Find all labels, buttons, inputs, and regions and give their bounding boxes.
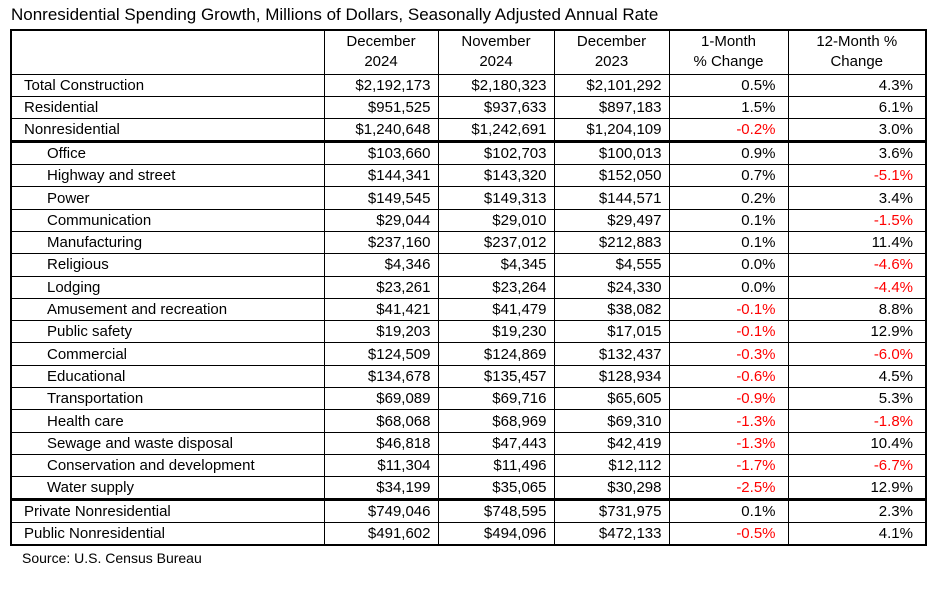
value-cell: $2,180,323 (438, 74, 554, 96)
pct-1month-cell: -1.3% (669, 410, 788, 432)
row-label: Private Nonresidential (11, 500, 324, 523)
value-cell: $19,203 (324, 321, 438, 343)
value-cell: $11,304 (324, 454, 438, 476)
row-label: Sewage and waste disposal (11, 432, 324, 454)
pct-1month-cell: -0.1% (669, 321, 788, 343)
value-cell: $494,096 (438, 523, 554, 546)
table-row (11, 454, 926, 476)
value-cell: $11,496 (438, 454, 554, 476)
value-cell: $132,437 (554, 343, 669, 365)
value-cell: $38,082 (554, 298, 669, 320)
table-row (11, 74, 926, 96)
pct-1month-cell: -0.6% (669, 365, 788, 387)
pct-1month-cell: -0.9% (669, 388, 788, 410)
header-row-label (11, 30, 324, 74)
value-cell: $2,101,292 (554, 74, 669, 96)
table-row (11, 187, 926, 209)
spending-table (10, 29, 927, 546)
value-cell: $897,183 (554, 96, 669, 118)
value-cell: $35,065 (438, 477, 554, 500)
value-cell: $69,089 (324, 388, 438, 410)
pct-12month-cell: -4.4% (788, 276, 926, 298)
value-cell: $100,013 (554, 142, 669, 165)
value-cell: $143,320 (438, 165, 554, 187)
header-november-2024 (438, 30, 554, 74)
row-label: Lodging (11, 276, 324, 298)
table-row (11, 165, 926, 187)
value-cell: $134,678 (324, 365, 438, 387)
value-cell: $149,545 (324, 187, 438, 209)
pct-12month-cell: 10.4% (788, 432, 926, 454)
row-label: Water supply (11, 477, 324, 500)
table-row (11, 142, 926, 165)
pct-12month-cell: 6.1% (788, 96, 926, 118)
pct-1month-cell: 0.1% (669, 500, 788, 523)
pct-12month-cell: 12.9% (788, 477, 926, 500)
value-cell: $23,261 (324, 276, 438, 298)
value-cell: $30,298 (554, 477, 669, 500)
row-label: Highway and street (11, 165, 324, 187)
pct-1month-cell: -0.1% (669, 298, 788, 320)
row-label: Public safety (11, 321, 324, 343)
value-cell: $41,421 (324, 298, 438, 320)
row-label: Residential (11, 96, 324, 118)
pct-1month-cell: -0.2% (669, 119, 788, 142)
row-label: Nonresidential (11, 119, 324, 142)
pct-12month-cell: 8.8% (788, 298, 926, 320)
pct-12month-cell: 4.1% (788, 523, 926, 546)
header-1-month-change (669, 30, 788, 74)
value-cell: $68,969 (438, 410, 554, 432)
value-cell: $937,633 (438, 96, 554, 118)
table-row (11, 477, 926, 500)
value-cell: $731,975 (554, 500, 669, 523)
header-line: 1-Month (700, 33, 757, 51)
value-cell: $2,192,173 (324, 74, 438, 96)
header-line: December (346, 33, 416, 51)
header-line: 12-Month % (816, 33, 898, 51)
pct-12month-cell: -5.1% (788, 165, 926, 187)
pct-12month-cell: 4.5% (788, 365, 926, 387)
row-label: Transportation (11, 388, 324, 410)
pct-12month-cell: 3.6% (788, 142, 926, 165)
pct-1month-cell: 0.1% (669, 209, 788, 231)
table-row (11, 254, 926, 276)
value-cell: $65,605 (554, 388, 669, 410)
table-row (11, 276, 926, 298)
pct-1month-cell: -0.5% (669, 523, 788, 546)
row-label: Educational (11, 365, 324, 387)
value-cell: $29,044 (324, 209, 438, 231)
pct-1month-cell: -1.3% (669, 432, 788, 454)
row-label: Office (11, 142, 324, 165)
value-cell: $135,457 (438, 365, 554, 387)
table-row (11, 96, 926, 118)
value-cell: $212,883 (554, 231, 669, 253)
pct-12month-cell: -4.6% (788, 254, 926, 276)
value-cell: $1,240,648 (324, 119, 438, 142)
header-december-2023 (554, 30, 669, 74)
value-cell: $46,818 (324, 432, 438, 454)
table-row (11, 500, 926, 523)
pct-1month-cell: 0.0% (669, 276, 788, 298)
table-row (11, 365, 926, 387)
value-cell: $472,133 (554, 523, 669, 546)
pct-12month-cell: -1.5% (788, 209, 926, 231)
table-row (11, 321, 926, 343)
header-12-month-change (788, 30, 926, 74)
header-line: % Change (693, 53, 764, 71)
table-body (11, 74, 926, 545)
table-row (11, 432, 926, 454)
row-label: Amusement and recreation (11, 298, 324, 320)
pct-12month-cell: 5.3% (788, 388, 926, 410)
row-label: Power (11, 187, 324, 209)
value-cell: $149,313 (438, 187, 554, 209)
table-header (11, 30, 926, 74)
pct-1month-cell: -2.5% (669, 477, 788, 500)
value-cell: $34,199 (324, 477, 438, 500)
header-row (11, 30, 926, 74)
table-row (11, 298, 926, 320)
value-cell: $144,341 (324, 165, 438, 187)
page-title: Nonresidential Spending Growth, Millions of Dollars, Seasonally Adjusted Annual Rate (11, 5, 659, 24)
value-cell: $4,345 (438, 254, 554, 276)
value-cell: $1,204,109 (554, 119, 669, 142)
value-cell: $23,264 (438, 276, 554, 298)
pct-12month-cell: 3.0% (788, 119, 926, 142)
pct-1month-cell: 0.2% (669, 187, 788, 209)
row-label: Communication (11, 209, 324, 231)
header-december-2024 (324, 30, 438, 74)
value-cell: $491,602 (324, 523, 438, 546)
header-line: 2023 (594, 53, 629, 71)
row-label: Public Nonresidential (11, 523, 324, 546)
pct-1month-cell: 0.5% (669, 74, 788, 96)
value-cell: $124,509 (324, 343, 438, 365)
table-row (11, 388, 926, 410)
value-cell: $128,934 (554, 365, 669, 387)
value-cell: $152,050 (554, 165, 669, 187)
row-label: Total Construction (11, 74, 324, 96)
pct-12month-cell: 11.4% (788, 231, 926, 253)
header-line: November (461, 33, 531, 51)
table-row (11, 523, 926, 546)
pct-1month-cell: 0.9% (669, 142, 788, 165)
row-label: Manufacturing (11, 231, 324, 253)
value-cell: $42,419 (554, 432, 669, 454)
value-cell: $749,046 (324, 500, 438, 523)
pct-1month-cell: 0.1% (669, 231, 788, 253)
value-cell: $69,716 (438, 388, 554, 410)
pct-1month-cell: 0.7% (669, 165, 788, 187)
value-cell: $69,310 (554, 410, 669, 432)
value-cell: $24,330 (554, 276, 669, 298)
pct-12month-cell: 12.9% (788, 321, 926, 343)
value-cell: $47,443 (438, 432, 554, 454)
pct-1month-cell: -0.3% (669, 343, 788, 365)
value-cell: $237,012 (438, 231, 554, 253)
value-cell: $12,112 (554, 454, 669, 476)
pct-1month-cell: 1.5% (669, 96, 788, 118)
header-line: Change (830, 53, 884, 71)
source-note: Source: U.S. Census Bureau (22, 550, 202, 567)
pct-12month-cell: -6.7% (788, 454, 926, 476)
header-line: 2024 (479, 53, 513, 71)
pct-12month-cell: 3.4% (788, 187, 926, 209)
table-row (11, 119, 926, 142)
row-label: Health care (11, 410, 324, 432)
pct-12month-cell: -1.8% (788, 410, 926, 432)
value-cell: $102,703 (438, 142, 554, 165)
value-cell: $29,497 (554, 209, 669, 231)
table-row (11, 410, 926, 432)
pct-1month-cell: 0.0% (669, 254, 788, 276)
value-cell: $29,010 (438, 209, 554, 231)
table-row (11, 209, 926, 231)
value-cell: $103,660 (324, 142, 438, 165)
header-line: December (576, 33, 647, 51)
value-cell: $17,015 (554, 321, 669, 343)
row-label: Commercial (11, 343, 324, 365)
pct-12month-cell: -6.0% (788, 343, 926, 365)
value-cell: $748,595 (438, 500, 554, 523)
value-cell: $41,479 (438, 298, 554, 320)
value-cell: $68,068 (324, 410, 438, 432)
header-line: 2024 (364, 53, 398, 71)
row-label: Conservation and development (11, 454, 324, 476)
table-row (11, 343, 926, 365)
value-cell: $237,160 (324, 231, 438, 253)
value-cell: $1,242,691 (438, 119, 554, 142)
value-cell: $951,525 (324, 96, 438, 118)
pct-12month-cell: 2.3% (788, 500, 926, 523)
value-cell: $19,230 (438, 321, 554, 343)
value-cell: $124,869 (438, 343, 554, 365)
value-cell: $144,571 (554, 187, 669, 209)
value-cell: $4,555 (554, 254, 669, 276)
value-cell: $4,346 (324, 254, 438, 276)
row-label: Religious (11, 254, 324, 276)
table-row (11, 231, 926, 253)
pct-12month-cell: 4.3% (788, 74, 926, 96)
pct-1month-cell: -1.7% (669, 454, 788, 476)
